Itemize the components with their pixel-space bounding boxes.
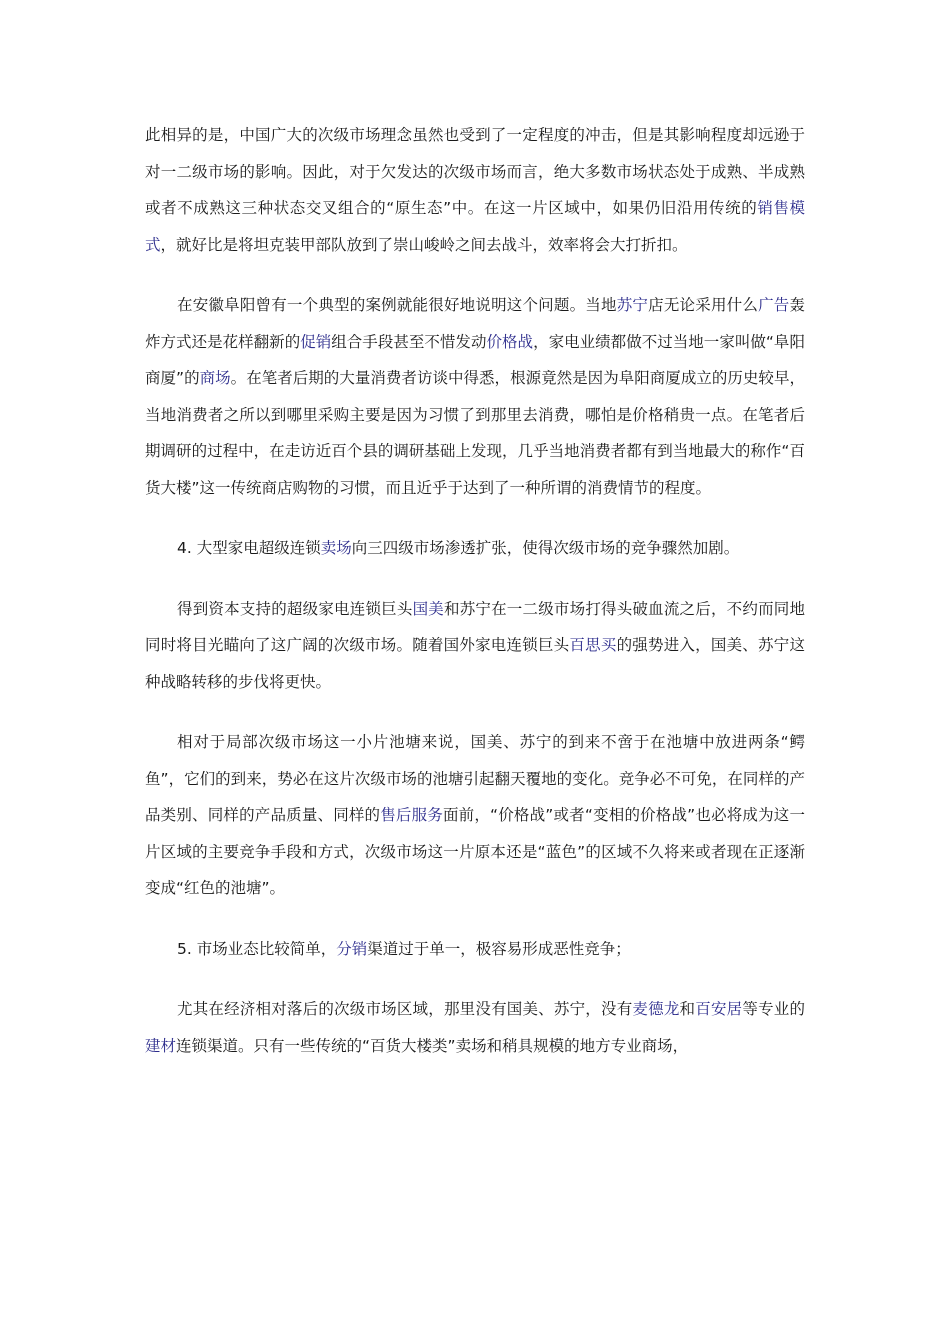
- paragraph-1: [145, 117, 805, 263]
- keyword-link[interactable]: 价格战: [486, 332, 534, 351]
- text-segment: 店无论采用什么: [648, 296, 759, 314]
- paragraph-2: [145, 287, 805, 506]
- text-segment: 相对于局部次级市场这一小片池塘来说，国美、苏宁的到来不啻于在池塘中放进两条“鳄鱼”，它们的到来，势必在这片次级市场的池塘引起翻天覆地的变化。竞争必不可免，在同样的产品类别、同样的产品质量、同样的: [145, 733, 805, 824]
- keyword-link[interactable]: 建材: [145, 1036, 177, 1055]
- text-segment: 等专业的: [742, 1000, 805, 1018]
- text-segment: 和: [679, 1000, 696, 1018]
- text-segment: 5. 市场业态比较简单，: [177, 939, 337, 958]
- section-heading-4: [145, 530, 805, 567]
- text-segment: ，就好比是将坦克装甲部队放到了崇山峻岭之间去战斗，效率将会大打折扣。: [160, 235, 688, 254]
- text-segment: 轰炸方式还是花样翻新的: [145, 296, 805, 351]
- keyword-link[interactable]: 售后服务: [380, 806, 443, 824]
- paragraph-7: [145, 991, 805, 1064]
- keyword-link[interactable]: 百思买: [569, 636, 617, 654]
- text-segment: 的强势进入，国美、苏宁这种战略转移的步伐将更快。: [145, 636, 805, 691]
- text-segment: 连锁渠道。只有一些传统的“百货大楼类”卖场和稍具规模的地方专业商场，: [176, 1036, 689, 1055]
- text-segment: 组合手段甚至不惜发动: [331, 332, 487, 351]
- keyword-link[interactable]: 广告: [758, 296, 790, 314]
- keyword-link[interactable]: 促销: [300, 332, 332, 351]
- keyword-link[interactable]: 分销: [336, 939, 368, 958]
- text-segment: ，家电业绩都做不过当地一家叫做“阜阳商厦”的: [145, 332, 805, 387]
- keyword-link[interactable]: 卖场: [320, 539, 352, 557]
- paragraph-4: [145, 591, 805, 701]
- keyword-link[interactable]: 商场: [199, 369, 231, 387]
- text-segment: 得到资本支持的超级家电连锁巨头: [177, 599, 413, 618]
- text-segment: 尤其在经济相对落后的次级市场区域，那里没有国美、苏宁，没有: [177, 1000, 633, 1018]
- keyword-link[interactable]: 销售模式: [145, 199, 805, 254]
- section-heading-5: [145, 931, 805, 968]
- text-segment: 。在笔者后期的大量消费者访谈中得悉，根源竟然是因为阜阳商厦成立的历史较早，当地消费者之所以到哪里采购主要是因为习惯了到那里去消费，哪怕是价格稍贵一点。在笔者后期调研的过程中，在走访近百个县的调研基础上发现，几乎当地消费者都有到当地最大的称作“百货大楼”这一传统商店购物的习惯，而且近乎于达到了一种所谓的消费情节的程度。: [145, 369, 805, 497]
- text-segment: 面前，“价格战”或者“变相的价格战”也必将成为这一片区域的主要竞争手段和方式，次级市场这一片原本还是“蓝色”的区域不久将来或者现在正逐渐变成“红色的池塘”。: [145, 806, 805, 897]
- document-body: [145, 117, 805, 1088]
- text-segment: 渠道过于单一，极容易形成恶性竞争；: [367, 939, 631, 958]
- keyword-link[interactable]: 百安居: [695, 1000, 743, 1018]
- keyword-link[interactable]: 国美: [412, 599, 444, 618]
- text-segment: 向三四级市场渗透扩张，使得次级市场的竞争骤然加剧。: [351, 539, 740, 557]
- text-segment: 和苏宁在一二级市场打得头破血流之后，不约而同地同时将目光瞄向了这广阔的次级市场。随着国外家电连锁巨头: [145, 599, 805, 654]
- keyword-link[interactable]: 麦德龙: [632, 1000, 680, 1018]
- text-segment: 4. 大型家电超级连锁: [177, 539, 321, 557]
- keyword-link[interactable]: 苏宁: [616, 296, 649, 314]
- paragraph-5: [145, 724, 805, 907]
- text-segment: 此相异的是，中国广大的次级市场理念虽然也受到了一定程度的冲击，但是其影响程度却远逊于对一二级市场的影响。因此，对于欠发达的次级市场而言，绝大多数市场状态处于成熟、半成熟或者不成熟这三种状态交叉组合的“原生态”中。在这一片区域中，如果仍旧沿用传统的: [145, 126, 805, 217]
- text-segment: 在安徽阜阳曾有一个典型的案例就能很好地说明这个问题。当地: [177, 296, 617, 314]
